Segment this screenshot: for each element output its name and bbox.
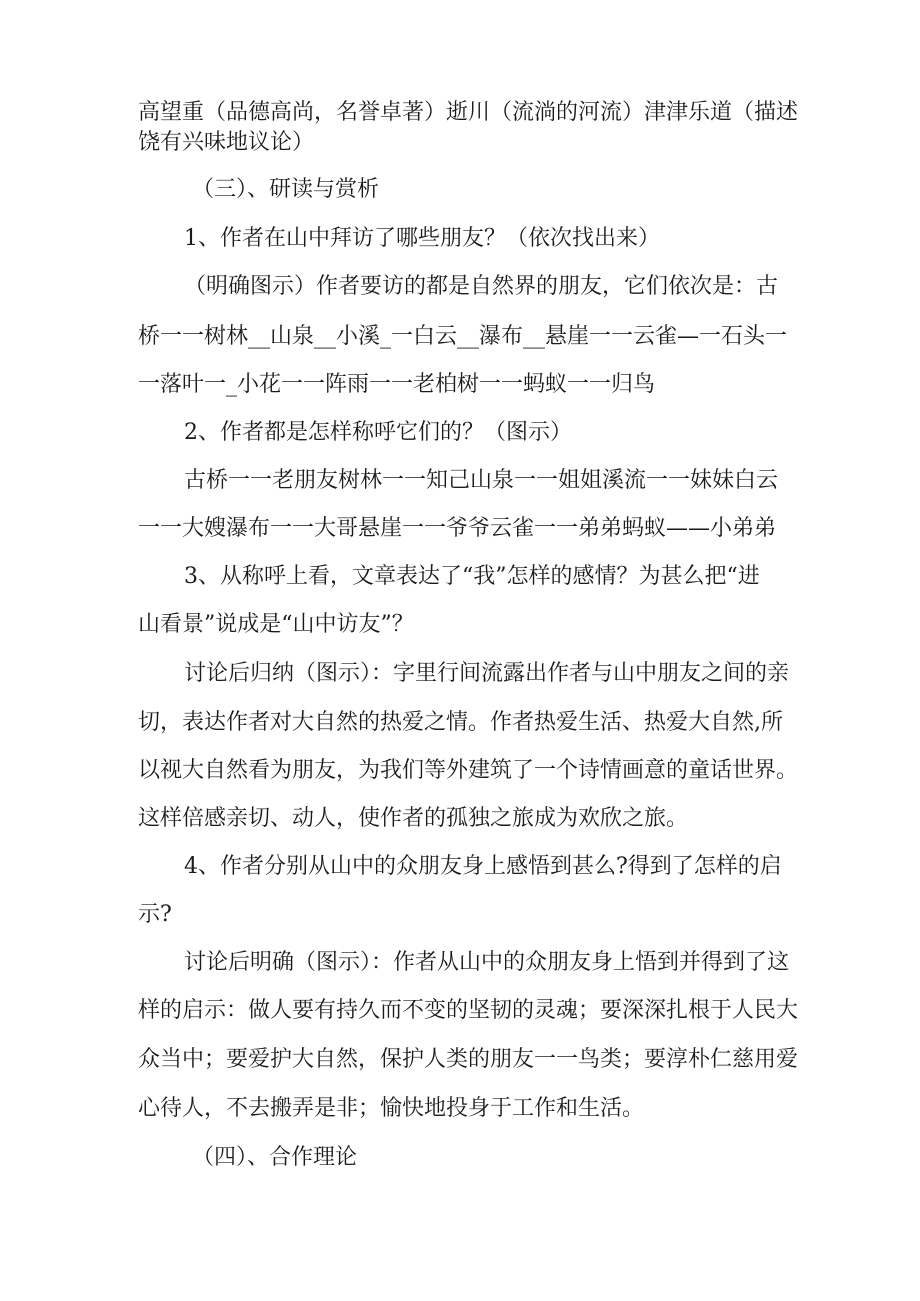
text-line-21: 众当中；要爱护大自然，保护人类的朋友一一鸟类；要淳朴仁慈用爱 <box>138 1047 799 1072</box>
text-line-9: 古桥一一老朋友树林一一知己山泉一一姐姐溪流一一妹妹白云 <box>184 468 779 493</box>
text-line-1: 高望重（品德高尚，名誉卓著）逝川（流淌的河流）津津乐道（描述 <box>138 100 799 125</box>
text-line-7: 一落叶一_小花一一阵雨一一老柏树一一蚂蚁一一归鸟 <box>138 372 656 397</box>
question-3: 3、从称呼上看，文章表达了“我”怎样的感情？为甚么把“进 <box>184 564 760 589</box>
text-line-16: 这样倍感亲切、动人，使作者的孤独之旅成为欢欣之旅。 <box>138 806 689 831</box>
question-1: 1、作者在山中拜访了哪些朋友？（依次找出来） <box>184 226 660 251</box>
question-2: 2、作者都是怎样称呼它们的？（图示） <box>184 420 572 445</box>
text-line-5: （明确图示）作者要访的都是自然界的朋友，它们依次是：古 <box>184 274 779 299</box>
text-line-22: 心待人，不去搬弄是非；愉快地投身于工作和生活。 <box>138 1096 645 1121</box>
text-line-10: 一一大嫂瀑布一一大哥悬崖一一爷爷云雀一一弟弟蚂蚁——小弟弟 <box>138 516 777 541</box>
text-line-19: 讨论后明确（图示）：作者从山中的众朋友身上悟到并得到了这 <box>184 950 790 975</box>
section-heading-4: （四）、合作理论 <box>192 1145 358 1170</box>
text-line-13: 讨论后归纳（图示）：字里行间流露出作者与山中朋友之间的亲 <box>184 661 790 686</box>
text-line-20: 样的启示：做人要有持久而不变的坚韧的灵魂；要深深扎根于人民大 <box>138 998 799 1023</box>
text-line-2: 饶有兴味地议论） <box>138 130 315 155</box>
section-heading-3: （三）、研读与赏析 <box>192 177 380 202</box>
text-line-12: 山看景”说成是“山中访友”？ <box>138 612 414 637</box>
question-4: 4、作者分别从山中的众朋友身上感悟到甚么?得到了怎样的启 <box>184 854 782 879</box>
text-line-15: 以视大自然看为朋友，为我们等外建筑了一个诗情画意的童话世界。 <box>138 758 799 783</box>
text-line-18: 示? <box>138 902 172 927</box>
text-line-14: 切，表达作者对大自然的热爱之情。作者热爱生活、热爱大自然,所 <box>138 710 783 735</box>
text-line-6: 桥一一树林__山泉__小溪_一白云__瀑布__悬崖一一云雀—一石头一 <box>138 324 788 349</box>
